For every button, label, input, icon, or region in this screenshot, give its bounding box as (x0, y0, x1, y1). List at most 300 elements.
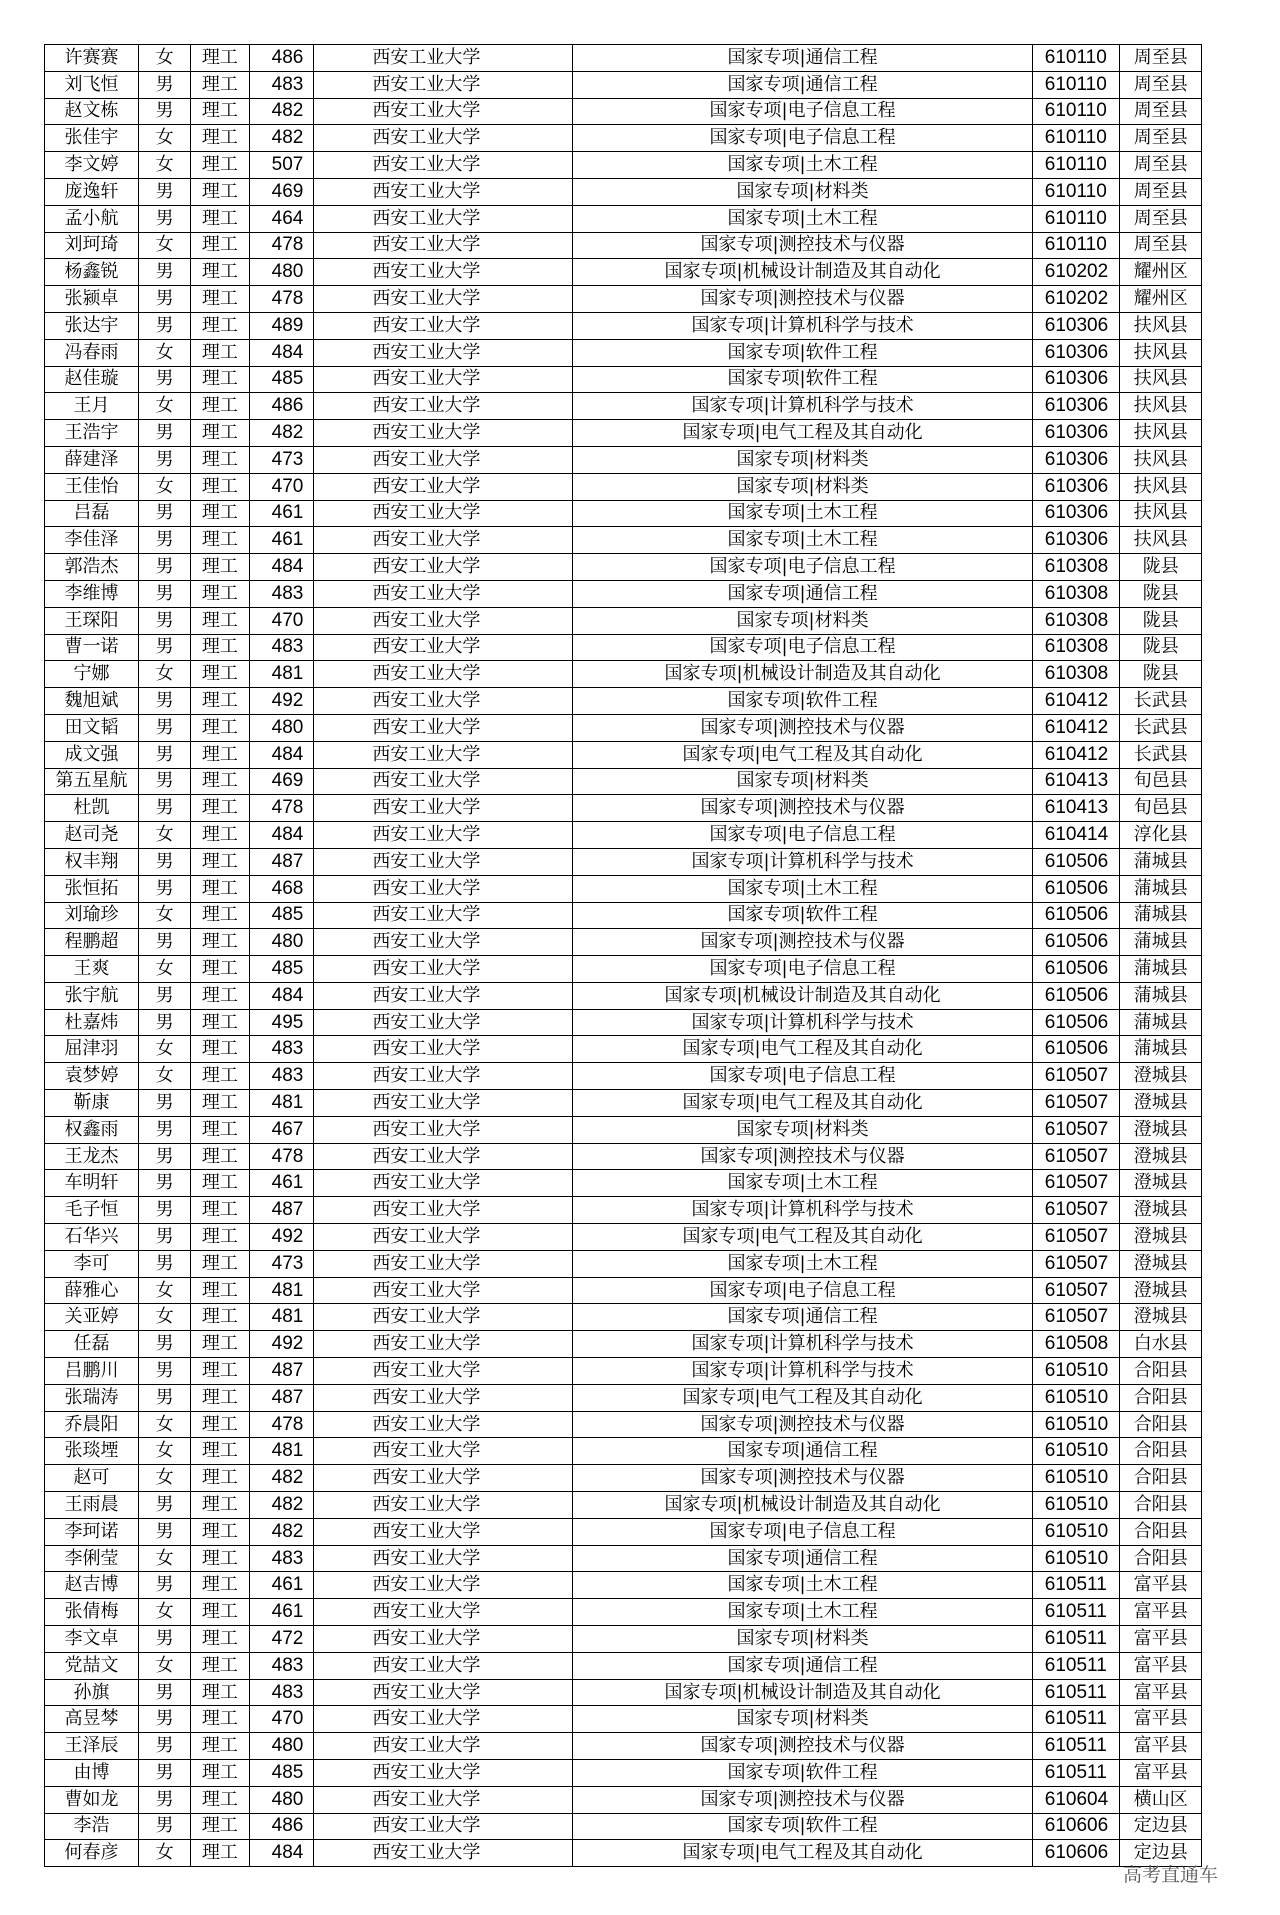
cell-school: 西安工业大学 (314, 1358, 573, 1385)
cell-gender: 女 (138, 1036, 190, 1063)
cell-school: 西安工业大学 (314, 1518, 573, 1545)
cell-code: 610202 (1032, 259, 1120, 286)
cell-school: 西安工业大学 (314, 956, 573, 983)
cell-school: 西安工业大学 (314, 848, 573, 875)
table-row (45, 1197, 1202, 1224)
table-row (45, 366, 1202, 393)
cell-gender: 女 (138, 1063, 190, 1090)
cell-category: 理工 (191, 1063, 249, 1090)
cell-code: 610510 (1032, 1465, 1120, 1492)
cell-county: 蒲城县 (1120, 1036, 1202, 1063)
cell-school: 西安工业大学 (314, 232, 573, 259)
cell-school: 西安工业大学 (314, 1090, 573, 1117)
cell-score: 470 (249, 1706, 314, 1733)
cell-name: 庞逸轩 (45, 178, 139, 205)
cell-name: 张佳宇 (45, 125, 139, 152)
cell-code: 610507 (1032, 1277, 1120, 1304)
cell-code: 610507 (1032, 1250, 1120, 1277)
cell-major: 国家专项|电子信息工程 (573, 554, 1032, 581)
table-row (45, 1384, 1202, 1411)
cell-major: 国家专项|电气工程及其自动化 (573, 1840, 1032, 1867)
cell-school: 西安工业大学 (314, 1706, 573, 1733)
cell-major: 国家专项|机械设计制造及其自动化 (573, 661, 1032, 688)
cell-code: 610506 (1032, 1036, 1120, 1063)
table-row (45, 848, 1202, 875)
cell-county: 长武县 (1120, 714, 1202, 741)
cell-score: 486 (249, 45, 314, 72)
cell-school: 西安工业大学 (314, 1224, 573, 1251)
cell-code: 610308 (1032, 554, 1120, 581)
cell-score: 478 (249, 795, 314, 822)
cell-code: 610306 (1032, 366, 1120, 393)
cell-gender: 女 (138, 1840, 190, 1867)
cell-major: 国家专项|通信工程 (573, 71, 1032, 98)
cell-score: 461 (249, 1572, 314, 1599)
cell-category: 理工 (191, 902, 249, 929)
cell-code: 610110 (1032, 71, 1120, 98)
cell-name: 赵文栋 (45, 98, 139, 125)
cell-school: 西安工业大学 (314, 902, 573, 929)
cell-major: 国家专项|土木工程 (573, 205, 1032, 232)
cell-code: 610511 (1032, 1652, 1120, 1679)
cell-county: 白水县 (1120, 1331, 1202, 1358)
cell-name: 李维博 (45, 580, 139, 607)
cell-gender: 女 (138, 473, 190, 500)
cell-score: 481 (249, 1090, 314, 1117)
cell-category: 理工 (191, 1304, 249, 1331)
cell-school: 西安工业大学 (314, 125, 573, 152)
cell-name: 袁梦婷 (45, 1063, 139, 1090)
cell-score: 485 (249, 902, 314, 929)
cell-school: 西安工业大学 (314, 634, 573, 661)
cell-major: 国家专项|计算机科学与技术 (573, 393, 1032, 420)
cell-major: 国家专项|计算机科学与技术 (573, 312, 1032, 339)
cell-code: 610508 (1032, 1331, 1120, 1358)
cell-name: 权丰翔 (45, 848, 139, 875)
cell-school: 西安工业大学 (314, 152, 573, 179)
cell-gender: 男 (138, 420, 190, 447)
cell-major: 国家专项|土木工程 (573, 152, 1032, 179)
cell-gender: 女 (138, 125, 190, 152)
cell-county: 澄城县 (1120, 1224, 1202, 1251)
cell-school: 西安工业大学 (314, 393, 573, 420)
cell-county: 富平县 (1120, 1706, 1202, 1733)
cell-school: 西安工业大学 (314, 71, 573, 98)
cell-school: 西安工业大学 (314, 1679, 573, 1706)
table-row (45, 500, 1202, 527)
cell-code: 610506 (1032, 929, 1120, 956)
cell-code: 610308 (1032, 580, 1120, 607)
cell-school: 西安工业大学 (314, 1384, 573, 1411)
cell-school: 西安工业大学 (314, 1304, 573, 1331)
cell-code: 610110 (1032, 125, 1120, 152)
cell-gender: 女 (138, 1545, 190, 1572)
cell-score: 486 (249, 1813, 314, 1840)
cell-major: 国家专项|测控技术与仪器 (573, 795, 1032, 822)
table-row (45, 71, 1202, 98)
cell-school: 西安工业大学 (314, 527, 573, 554)
cell-gender: 男 (138, 1224, 190, 1251)
cell-name: 王雨晨 (45, 1492, 139, 1519)
cell-major: 国家专项|电子信息工程 (573, 956, 1032, 983)
cell-major: 国家专项|电子信息工程 (573, 98, 1032, 125)
cell-gender: 男 (138, 205, 190, 232)
cell-code: 610306 (1032, 312, 1120, 339)
cell-category: 理工 (191, 1384, 249, 1411)
cell-school: 西安工业大学 (314, 259, 573, 286)
cell-name: 车明轩 (45, 1170, 139, 1197)
cell-gender: 男 (138, 286, 190, 313)
cell-gender: 女 (138, 956, 190, 983)
table-row (45, 795, 1202, 822)
table-row (45, 1492, 1202, 1519)
table-row (45, 1358, 1202, 1385)
cell-score: 480 (249, 714, 314, 741)
cell-code: 610413 (1032, 768, 1120, 795)
cell-major: 国家专项|土木工程 (573, 1572, 1032, 1599)
cell-code: 610110 (1032, 232, 1120, 259)
cell-score: 483 (249, 634, 314, 661)
cell-name: 李浩 (45, 1813, 139, 1840)
cell-code: 610306 (1032, 339, 1120, 366)
cell-score: 483 (249, 1679, 314, 1706)
cell-county: 蒲城县 (1120, 929, 1202, 956)
cell-major: 国家专项|计算机科学与技术 (573, 848, 1032, 875)
cell-county: 澄城县 (1120, 1143, 1202, 1170)
cell-school: 西安工业大学 (314, 661, 573, 688)
cell-school: 西安工业大学 (314, 1009, 573, 1036)
cell-school: 西安工业大学 (314, 554, 573, 581)
cell-score: 487 (249, 848, 314, 875)
cell-category: 理工 (191, 607, 249, 634)
cell-major: 国家专项|通信工程 (573, 1304, 1032, 1331)
table-row (45, 259, 1202, 286)
cell-name: 魏旭斌 (45, 688, 139, 715)
table-row (45, 420, 1202, 447)
table-row (45, 312, 1202, 339)
cell-code: 610413 (1032, 795, 1120, 822)
cell-county: 陇县 (1120, 634, 1202, 661)
cell-score: 483 (249, 1545, 314, 1572)
cell-county: 横山区 (1120, 1786, 1202, 1813)
cell-name: 曹一诺 (45, 634, 139, 661)
cell-school: 西安工业大学 (314, 1036, 573, 1063)
cell-major: 国家专项|测控技术与仪器 (573, 1786, 1032, 1813)
cell-score: 480 (249, 929, 314, 956)
table-row (45, 232, 1202, 259)
cell-code: 610510 (1032, 1358, 1120, 1385)
cell-major: 国家专项|材料类 (573, 473, 1032, 500)
cell-category: 理工 (191, 259, 249, 286)
cell-county: 蒲城县 (1120, 902, 1202, 929)
cell-code: 610506 (1032, 848, 1120, 875)
cell-county: 澄城县 (1120, 1170, 1202, 1197)
cell-name: 王月 (45, 393, 139, 420)
table-row (45, 1116, 1202, 1143)
cell-gender: 男 (138, 607, 190, 634)
cell-county: 富平县 (1120, 1599, 1202, 1626)
cell-county: 周至县 (1120, 125, 1202, 152)
cell-code: 610110 (1032, 178, 1120, 205)
cell-category: 理工 (191, 1786, 249, 1813)
cell-gender: 女 (138, 1411, 190, 1438)
table-row (45, 45, 1202, 72)
cell-school: 西安工业大学 (314, 1331, 573, 1358)
cell-category: 理工 (191, 98, 249, 125)
cell-code: 610202 (1032, 286, 1120, 313)
cell-name: 李文婷 (45, 152, 139, 179)
cell-code: 610308 (1032, 634, 1120, 661)
table-row (45, 1706, 1202, 1733)
cell-school: 西安工业大学 (314, 178, 573, 205)
cell-score: 507 (249, 152, 314, 179)
cell-gender: 男 (138, 929, 190, 956)
table-row (45, 178, 1202, 205)
cell-county: 澄城县 (1120, 1063, 1202, 1090)
cell-score: 486 (249, 393, 314, 420)
cell-category: 理工 (191, 45, 249, 72)
cell-category: 理工 (191, 420, 249, 447)
cell-major: 国家专项|通信工程 (573, 1545, 1032, 1572)
cell-school: 西安工业大学 (314, 741, 573, 768)
cell-county: 合阳县 (1120, 1492, 1202, 1519)
cell-county: 扶风县 (1120, 312, 1202, 339)
cell-score: 464 (249, 205, 314, 232)
cell-category: 理工 (191, 982, 249, 1009)
cell-category: 理工 (191, 875, 249, 902)
cell-name: 张颍卓 (45, 286, 139, 313)
cell-gender: 女 (138, 152, 190, 179)
cell-school: 西安工业大学 (314, 1813, 573, 1840)
cell-major: 国家专项|测控技术与仪器 (573, 929, 1032, 956)
cell-school: 西安工业大学 (314, 714, 573, 741)
cell-county: 富平县 (1120, 1626, 1202, 1653)
cell-code: 610308 (1032, 661, 1120, 688)
cell-county: 周至县 (1120, 178, 1202, 205)
cell-county: 蒲城县 (1120, 982, 1202, 1009)
cell-name: 杨鑫锐 (45, 259, 139, 286)
cell-gender: 男 (138, 688, 190, 715)
cell-major: 国家专项|电气工程及其自动化 (573, 1384, 1032, 1411)
cell-code: 610507 (1032, 1197, 1120, 1224)
cell-name: 田文韬 (45, 714, 139, 741)
cell-county: 扶风县 (1120, 393, 1202, 420)
cell-major: 国家专项|材料类 (573, 178, 1032, 205)
cell-name: 孟小航 (45, 205, 139, 232)
cell-school: 西安工业大学 (314, 1786, 573, 1813)
cell-major: 国家专项|通信工程 (573, 580, 1032, 607)
cell-category: 理工 (191, 554, 249, 581)
cell-school: 西安工业大学 (314, 205, 573, 232)
cell-school: 西安工业大学 (314, 1250, 573, 1277)
cell-score: 482 (249, 1518, 314, 1545)
cell-name: 赵可 (45, 1465, 139, 1492)
cell-code: 610507 (1032, 1224, 1120, 1251)
table-row (45, 1063, 1202, 1090)
cell-category: 理工 (191, 688, 249, 715)
cell-name: 李珂诺 (45, 1518, 139, 1545)
cell-category: 理工 (191, 1813, 249, 1840)
cell-name: 王龙杰 (45, 1143, 139, 1170)
cell-school: 西安工业大学 (314, 1116, 573, 1143)
cell-name: 李俐莹 (45, 1545, 139, 1572)
cell-name: 杜嘉炜 (45, 1009, 139, 1036)
cell-code: 610511 (1032, 1599, 1120, 1626)
cell-code: 610511 (1032, 1572, 1120, 1599)
cell-score: 485 (249, 366, 314, 393)
cell-county: 合阳县 (1120, 1465, 1202, 1492)
cell-school: 西安工业大学 (314, 1599, 573, 1626)
cell-code: 610506 (1032, 1009, 1120, 1036)
cell-name: 李佳泽 (45, 527, 139, 554)
table-row (45, 1438, 1202, 1465)
cell-name: 曹如龙 (45, 1786, 139, 1813)
cell-gender: 男 (138, 580, 190, 607)
cell-major: 国家专项|电子信息工程 (573, 634, 1032, 661)
table-row (45, 1626, 1202, 1653)
cell-code: 610510 (1032, 1438, 1120, 1465)
table-row (45, 768, 1202, 795)
cell-gender: 男 (138, 1090, 190, 1117)
cell-score: 461 (249, 500, 314, 527)
cell-name: 吕鹏川 (45, 1358, 139, 1385)
cell-school: 西安工业大学 (314, 1143, 573, 1170)
cell-score: 470 (249, 607, 314, 634)
cell-score: 492 (249, 1331, 314, 1358)
cell-code: 610606 (1032, 1840, 1120, 1867)
cell-gender: 男 (138, 1626, 190, 1653)
cell-county: 陇县 (1120, 580, 1202, 607)
cell-county: 蒲城县 (1120, 1009, 1202, 1036)
cell-score: 481 (249, 1438, 314, 1465)
table-row (45, 1170, 1202, 1197)
cell-name: 王泽辰 (45, 1733, 139, 1760)
cell-gender: 男 (138, 178, 190, 205)
cell-gender: 男 (138, 1813, 190, 1840)
table-row (45, 527, 1202, 554)
cell-county: 澄城县 (1120, 1090, 1202, 1117)
cell-gender: 女 (138, 339, 190, 366)
cell-score: 492 (249, 688, 314, 715)
cell-gender: 男 (138, 714, 190, 741)
cell-score: 469 (249, 178, 314, 205)
cell-county: 扶风县 (1120, 446, 1202, 473)
table-row (45, 446, 1202, 473)
cell-county: 旬邑县 (1120, 795, 1202, 822)
cell-school: 西安工业大学 (314, 1572, 573, 1599)
table-row (45, 661, 1202, 688)
cell-name: 李文卓 (45, 1626, 139, 1653)
cell-county: 合阳县 (1120, 1545, 1202, 1572)
cell-category: 理工 (191, 822, 249, 849)
table-row (45, 1250, 1202, 1277)
table-row (45, 1599, 1202, 1626)
cell-name: 张倩梅 (45, 1599, 139, 1626)
cell-gender: 男 (138, 312, 190, 339)
table-body (45, 45, 1202, 1867)
cell-major: 国家专项|材料类 (573, 1116, 1032, 1143)
cell-gender: 女 (138, 232, 190, 259)
cell-category: 理工 (191, 473, 249, 500)
cell-school: 西安工业大学 (314, 1465, 573, 1492)
cell-gender: 男 (138, 1358, 190, 1385)
cell-category: 理工 (191, 1572, 249, 1599)
cell-score: 478 (249, 1411, 314, 1438)
cell-major: 国家专项|电子信息工程 (573, 1277, 1032, 1304)
table-row (45, 1813, 1202, 1840)
cell-score: 485 (249, 956, 314, 983)
cell-category: 理工 (191, 71, 249, 98)
cell-name: 何春彦 (45, 1840, 139, 1867)
cell-name: 靳康 (45, 1090, 139, 1117)
cell-name: 刘珂琦 (45, 232, 139, 259)
cell-name: 孙旗 (45, 1679, 139, 1706)
cell-major: 国家专项|机械设计制造及其自动化 (573, 1492, 1032, 1519)
cell-name: 王浩宇 (45, 420, 139, 447)
table-row (45, 1840, 1202, 1867)
cell-gender: 女 (138, 1438, 190, 1465)
cell-major: 国家专项|材料类 (573, 1626, 1032, 1653)
cell-school: 西安工业大学 (314, 339, 573, 366)
cell-major: 国家专项|土木工程 (573, 500, 1032, 527)
cell-major: 国家专项|电气工程及其自动化 (573, 741, 1032, 768)
cell-code: 610604 (1032, 1786, 1120, 1813)
cell-category: 理工 (191, 393, 249, 420)
cell-school: 西安工业大学 (314, 1840, 573, 1867)
cell-code: 610412 (1032, 741, 1120, 768)
cell-major: 国家专项|计算机科学与技术 (573, 1009, 1032, 1036)
cell-major: 国家专项|电气工程及其自动化 (573, 420, 1032, 447)
cell-school: 西安工业大学 (314, 1438, 573, 1465)
cell-category: 理工 (191, 178, 249, 205)
cell-county: 周至县 (1120, 232, 1202, 259)
cell-name: 权鑫雨 (45, 1116, 139, 1143)
cell-major: 国家专项|通信工程 (573, 45, 1032, 72)
cell-county: 周至县 (1120, 45, 1202, 72)
table-row (45, 902, 1202, 929)
cell-gender: 男 (138, 446, 190, 473)
cell-school: 西安工业大学 (314, 580, 573, 607)
table-row (45, 1036, 1202, 1063)
cell-major: 国家专项|机械设计制造及其自动化 (573, 1679, 1032, 1706)
cell-code: 610510 (1032, 1384, 1120, 1411)
cell-county: 长武县 (1120, 741, 1202, 768)
cell-major: 国家专项|测控技术与仪器 (573, 232, 1032, 259)
cell-school: 西安工业大学 (314, 473, 573, 500)
cell-category: 理工 (191, 1224, 249, 1251)
table-row (45, 1009, 1202, 1036)
cell-name: 成文强 (45, 741, 139, 768)
cell-name: 赵司尧 (45, 822, 139, 849)
cell-county: 旬邑县 (1120, 768, 1202, 795)
cell-name: 赵佳璇 (45, 366, 139, 393)
cell-major: 国家专项|土木工程 (573, 875, 1032, 902)
cell-gender: 男 (138, 500, 190, 527)
cell-school: 西安工业大学 (314, 1733, 573, 1760)
cell-county: 周至县 (1120, 71, 1202, 98)
cell-county: 富平县 (1120, 1679, 1202, 1706)
cell-county: 蒲城县 (1120, 956, 1202, 983)
cell-major: 国家专项|机械设计制造及其自动化 (573, 982, 1032, 1009)
cell-code: 610306 (1032, 446, 1120, 473)
cell-major: 国家专项|机械设计制造及其自动化 (573, 259, 1032, 286)
cell-major: 国家专项|软件工程 (573, 1813, 1032, 1840)
cell-code: 610511 (1032, 1679, 1120, 1706)
table-row (45, 1733, 1202, 1760)
cell-code: 610510 (1032, 1492, 1120, 1519)
cell-county: 扶风县 (1120, 366, 1202, 393)
cell-category: 理工 (191, 152, 249, 179)
